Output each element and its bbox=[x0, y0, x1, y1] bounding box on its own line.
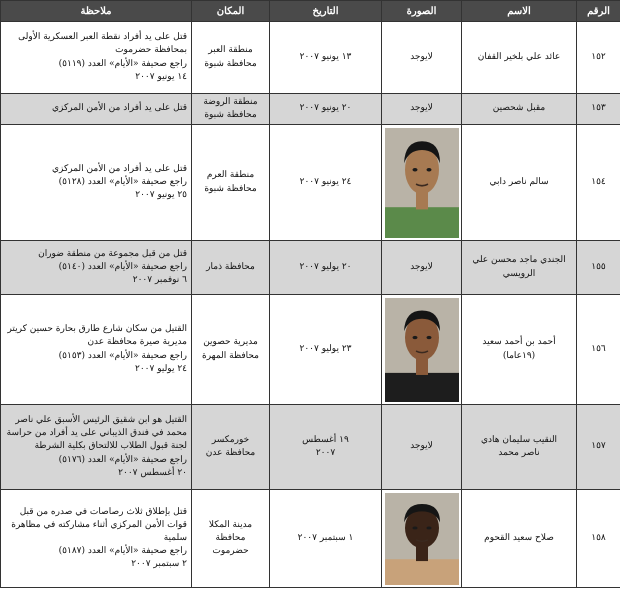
photo-cell bbox=[382, 22, 462, 94]
note-line: القتيل هو ابن شقيق الرئيس الأسبق علي ناصر bbox=[15, 415, 187, 426]
note-line: ٢ سبتمبر ٢٠٠٧ bbox=[131, 559, 187, 570]
person-name: سالم ناصر دابي bbox=[489, 176, 549, 187]
date-cell bbox=[270, 405, 382, 490]
note-cell bbox=[1, 94, 192, 125]
header-number: الرقم bbox=[577, 1, 620, 22]
place-text: مديرية حصوين bbox=[203, 337, 258, 348]
person-name: النقيب سليمان هادي bbox=[480, 434, 558, 445]
header-date: التاريخ bbox=[270, 1, 382, 22]
no-photo-text: لايوجد bbox=[410, 103, 433, 114]
date-cell bbox=[270, 125, 382, 241]
note-line: سلمية bbox=[163, 532, 187, 543]
date-text: ٢٤ يونيو ٢٠٠٧ bbox=[299, 176, 352, 187]
note-line: مديرية صيرة محافظة عدن bbox=[87, 337, 187, 348]
note-line: راجع صحيفة «الأيام» العدد (٥١٨٧) bbox=[58, 546, 187, 557]
person-name: (١٩عاما) bbox=[502, 350, 536, 361]
place-text: محافظة شبوة bbox=[204, 58, 257, 69]
portrait-photo bbox=[385, 128, 459, 238]
place-text: خورمكسر bbox=[211, 434, 250, 445]
date-cell bbox=[270, 22, 382, 94]
note-cell bbox=[1, 241, 192, 295]
place-text: محافظة عدن bbox=[205, 448, 256, 458]
note-line: راجع صحيفة «الأيام» العدد (٥١٧٦) bbox=[58, 454, 187, 465]
place-cell bbox=[192, 490, 270, 588]
date-text: ١٩ أغسطس bbox=[302, 434, 349, 445]
note-line: قتل بإطلاق ثلاث رصاصات في صدره من قبل bbox=[19, 506, 187, 517]
place-text: محافظة المهرة bbox=[201, 350, 260, 361]
no-photo-text: لايوجد bbox=[410, 51, 433, 62]
table-row bbox=[1, 295, 620, 405]
note-line: بمحافظة حضرموت bbox=[115, 45, 187, 56]
table-row bbox=[1, 22, 620, 94]
place-cell bbox=[192, 22, 270, 94]
table-row bbox=[1, 125, 620, 241]
note-line: راجع صحيفة «الأيام» العدد (٥١٢٨) bbox=[58, 176, 187, 187]
name-cell bbox=[462, 490, 577, 588]
photo-cell bbox=[382, 125, 462, 241]
table-header bbox=[1, 1, 620, 22]
note-line: ٢٤ يوليو ٢٠٠٧ bbox=[135, 363, 187, 374]
date-text: ٢٠ يوليو ٢٠٠٧ bbox=[299, 261, 352, 272]
date-cell bbox=[270, 490, 382, 588]
photo-cell bbox=[382, 295, 462, 405]
row-number: ١٥٨ bbox=[577, 490, 620, 588]
table-row bbox=[1, 490, 620, 588]
name-cell bbox=[462, 295, 577, 405]
date-text: ٢٠٠٧ bbox=[315, 448, 336, 458]
header-note: ملاحظة bbox=[1, 1, 192, 22]
note-line: ١٤ يونيو ٢٠٠٧ bbox=[135, 71, 187, 82]
person-name: أحمد بن أحمد سعيد bbox=[482, 337, 556, 348]
portrait-photo bbox=[385, 493, 459, 585]
date-cell bbox=[270, 295, 382, 405]
photo-cell bbox=[382, 490, 462, 588]
table-row bbox=[1, 241, 620, 295]
name-cell bbox=[462, 405, 577, 490]
person-name: الجندي ماجد محسن علي bbox=[472, 255, 566, 266]
note-cell bbox=[1, 405, 192, 490]
place-text: محافظة ذمار bbox=[206, 261, 255, 272]
note-line: قتل على يد أفراد من الأمن المركزي bbox=[51, 163, 187, 174]
note-line: راجع صحيفة «الأيام» العدد (٥١٤٠) bbox=[58, 261, 187, 272]
note-line: راجع صحيفة «الأيام» العدد (٥١٥٣) bbox=[58, 350, 187, 361]
no-photo-text: لايوجد bbox=[410, 261, 433, 272]
place-text: منطقة العبر bbox=[208, 45, 253, 56]
note-line: محمد في فندق الذيباني على يد أفراد من حراسة bbox=[6, 428, 187, 439]
place-cell bbox=[192, 241, 270, 295]
no-photo-text: لايوجد bbox=[410, 441, 433, 452]
person-name: ناصر محمد bbox=[498, 448, 540, 458]
note-line: قتل على يد أفراد من الأمن المركزي bbox=[51, 103, 187, 114]
name-cell bbox=[462, 94, 577, 125]
note-line: قتل على يد أفراد نقطة العبر العسكرية الأولى bbox=[18, 32, 187, 43]
place-text: محافظة شبوة bbox=[204, 183, 257, 194]
portrait-photo bbox=[385, 298, 459, 402]
place-cell bbox=[192, 405, 270, 490]
place-text: منطقة العرم bbox=[206, 170, 255, 181]
date-text: ٢٣ يوليو ٢٠٠٧ bbox=[299, 343, 352, 354]
note-line: قتل من قبل مجموعة من منطقة ضوران bbox=[38, 248, 187, 259]
note-cell bbox=[1, 295, 192, 405]
place-text: محافظة شبوة bbox=[204, 110, 257, 120]
header-place: المكان bbox=[192, 1, 270, 22]
note-line: قوات الأمن المركزي أثناء مشاركته في مظاهرة bbox=[11, 519, 187, 530]
note-cell bbox=[1, 490, 192, 588]
place-text: مدينة المكلا bbox=[208, 519, 253, 530]
person-name: مقبل شحصين bbox=[492, 103, 546, 114]
place-cell bbox=[192, 125, 270, 241]
place-text: محافظة bbox=[215, 532, 246, 543]
header-photo: الصورة bbox=[382, 1, 462, 22]
row-number: ١٥٥ bbox=[577, 241, 620, 295]
name-cell bbox=[462, 22, 577, 94]
date-text: ٢٠ يونيو ٢٠٠٧ bbox=[299, 103, 352, 114]
name-cell bbox=[462, 241, 577, 295]
place-cell bbox=[192, 295, 270, 405]
note-line: راجع صحيفة «الأيام» العدد (٥١١٩) bbox=[58, 58, 187, 69]
row-number: ١٥٧ bbox=[577, 405, 620, 490]
place-text: حضرموت bbox=[212, 546, 249, 557]
person-name: صلاح سعيد القحوم bbox=[484, 532, 554, 543]
row-number: ١٥٤ bbox=[577, 125, 620, 241]
note-line: ٦ نوفمبر ٢٠٠٧ bbox=[132, 275, 187, 286]
header-name: الاسم bbox=[462, 1, 577, 22]
photo-cell bbox=[382, 94, 462, 125]
place-text: منطقة الروضة bbox=[203, 96, 258, 107]
row-number: ١٥٦ bbox=[577, 295, 620, 405]
person-name: الرويسي bbox=[502, 268, 536, 279]
name-cell bbox=[462, 125, 577, 241]
place-cell bbox=[192, 94, 270, 125]
note-cell bbox=[1, 22, 192, 94]
person-name: عائد علي بلخير القفان bbox=[477, 51, 561, 62]
date-cell bbox=[270, 94, 382, 125]
note-line: ٢٥ يونيو ٢٠٠٧ bbox=[135, 190, 187, 201]
row-number: ١٥٣ bbox=[577, 94, 620, 125]
table-row bbox=[1, 405, 620, 490]
photo-cell bbox=[382, 405, 462, 490]
photo-cell bbox=[382, 241, 462, 295]
note-line: لجنة قبول الطلاب للالتحاق بكلية الشرطة bbox=[34, 441, 187, 452]
note-cell bbox=[1, 125, 192, 241]
date-cell bbox=[270, 241, 382, 295]
date-text: ١٣ يونيو ٢٠٠٧ bbox=[299, 51, 352, 62]
date-text: ١ سبتمبر ٢٠٠٧ bbox=[297, 532, 354, 543]
table-row bbox=[1, 94, 620, 125]
note-line: القتيل من سكان شارع طارق بحارة حسين كريتر bbox=[7, 324, 187, 335]
note-line: ٢٠ أغسطس ٢٠٠٧ bbox=[118, 467, 187, 478]
row-number: ١٥٢ bbox=[577, 22, 620, 94]
